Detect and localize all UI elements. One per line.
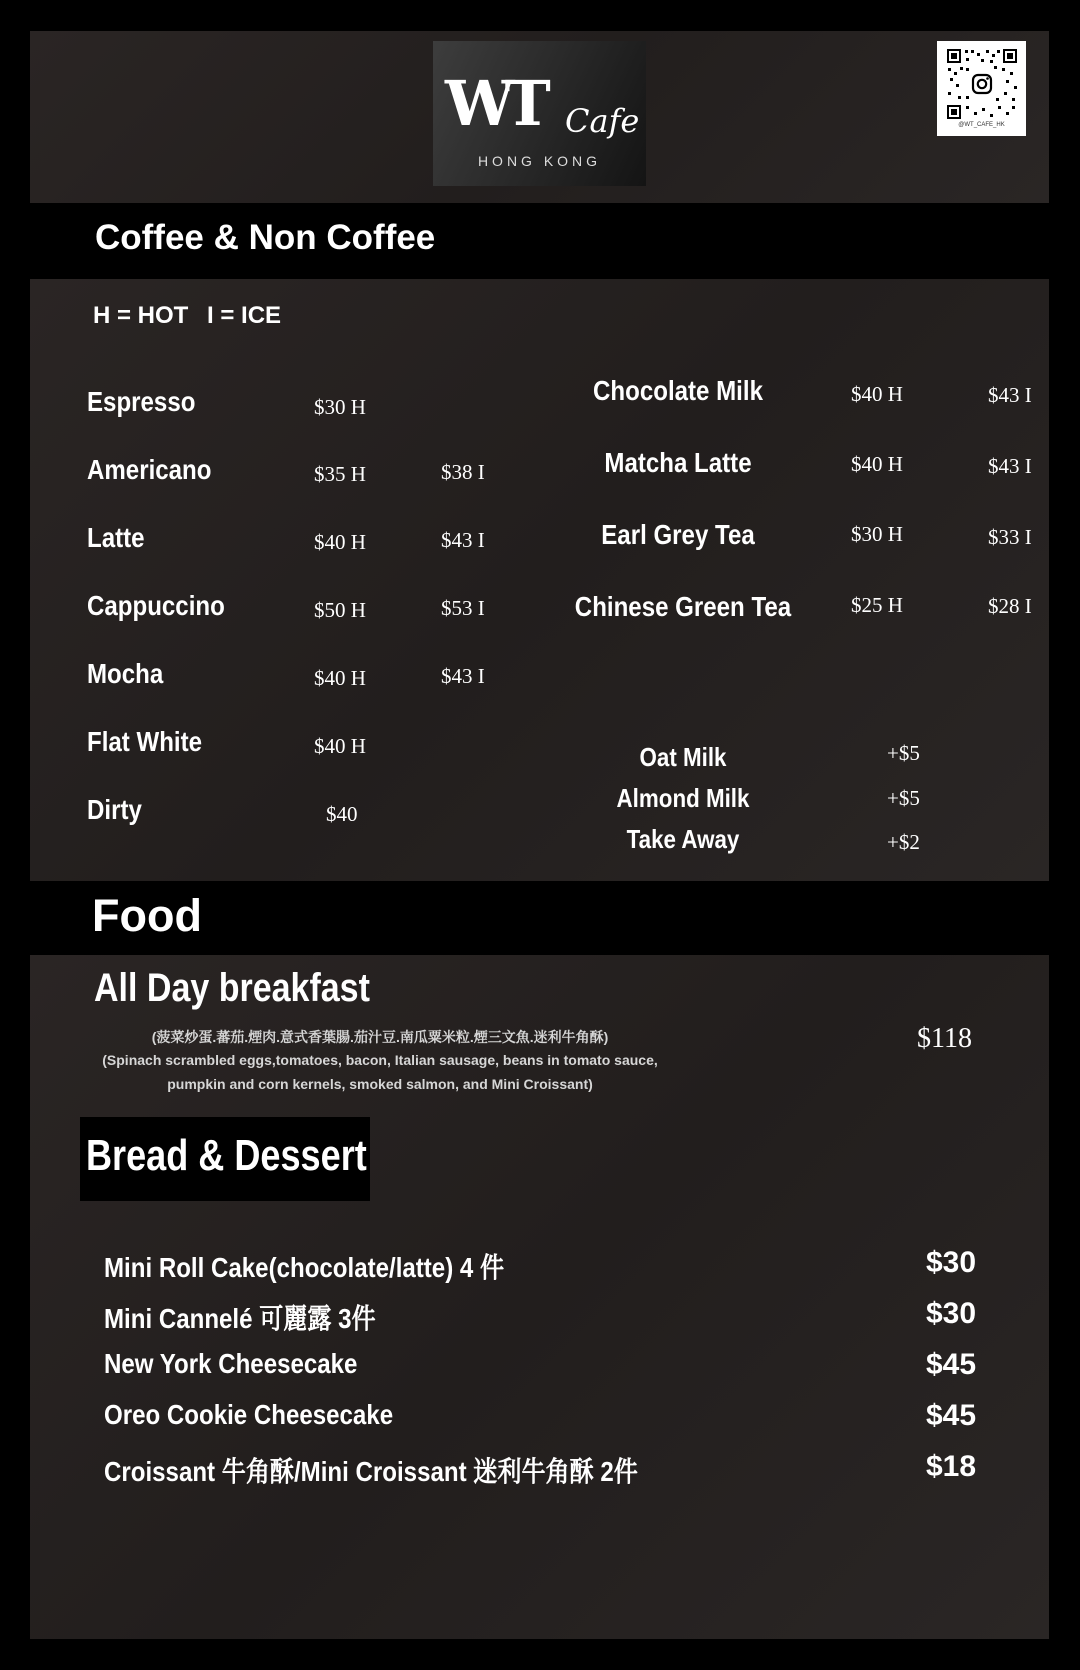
- dessert-name: New York Cheesecake: [104, 1348, 358, 1379]
- drink-name: Cappuccino: [87, 590, 225, 621]
- drink-name: Matcha Latte: [604, 447, 752, 478]
- qr-code-icon: [946, 48, 1018, 120]
- logo-location-text: HONG KONG: [477, 153, 602, 169]
- drink-ice-price: $43 I: [441, 664, 485, 688]
- bread-dessert-title: Bread & Dessert: [86, 1131, 367, 1180]
- drink-hot-price: $30 H: [851, 522, 903, 546]
- breakfast-description-en-1: (Spinach scrambled eggs,tomatoes, bacon, Italian sausage, beans in tomato sauce,: [102, 1052, 658, 1068]
- drink-ice-price: $33 I: [988, 525, 1032, 549]
- drink-name: Chocolate Milk: [593, 375, 763, 406]
- drink-name: Latte: [87, 522, 145, 553]
- drink-hot-price: $40 H: [314, 734, 366, 758]
- brand-logo: [433, 41, 646, 186]
- drink-hot-price: $50 H: [314, 598, 366, 622]
- addon-price: +$2: [887, 830, 920, 854]
- drink-hot-price: $25 H: [851, 593, 903, 617]
- dessert-price: $45: [926, 1399, 977, 1432]
- drink-hot-price: $40 H: [314, 530, 366, 554]
- breakfast-description-zh: (菠菜炒蛋.蕃茄.煙肉.意式香葉腸.茄汁豆.南瓜粟米粒.煙三文魚.迷利牛角酥): [151, 1029, 609, 1045]
- addon-name: Almond Milk: [616, 783, 750, 813]
- drink-name: Mocha: [87, 658, 164, 689]
- drink-hot-price: $40 H: [314, 666, 366, 690]
- instagram-handle: @WT_CAFE_HK: [958, 122, 1005, 128]
- breakfast-price: $118: [917, 1023, 972, 1054]
- breakfast-description-en-2: pumpkin and corn kernels, smoked salmon, and Mini Croissant): [167, 1076, 593, 1092]
- drink-name: Dirty: [87, 794, 142, 825]
- dessert-price: $30: [926, 1297, 977, 1330]
- dessert-price: $45: [926, 1348, 977, 1381]
- dessert-name: Croissant 牛角酥/Mini Croissant 迷利牛角酥 2件: [104, 1456, 638, 1487]
- drink-name: Earl Grey Tea: [601, 519, 755, 550]
- breakfast-title: All Day breakfast: [94, 966, 370, 1010]
- dessert-price: $30: [926, 1246, 977, 1279]
- drink-ice-price: $53 I: [441, 596, 485, 620]
- drink-name: Americano: [87, 454, 212, 485]
- instagram-qr-code[interactable]: [937, 41, 1026, 136]
- addon-name: Oat Milk: [639, 742, 727, 772]
- dessert-name: Mini Roll Cake(chocolate/latte) 4 件: [104, 1252, 505, 1283]
- food-section-title: Food: [92, 890, 202, 941]
- drink-ice-price: $43 I: [441, 528, 485, 552]
- dessert-price: $18: [926, 1450, 977, 1483]
- coffee-section-title: Coffee & Non Coffee: [95, 218, 436, 257]
- drink-ice-price: $38 I: [441, 460, 485, 484]
- drink-hot-price: $35 H: [314, 462, 366, 486]
- drink-name: Flat White: [87, 726, 203, 757]
- addon-price: +$5: [887, 741, 920, 765]
- drink-ice-price: $43 I: [988, 454, 1032, 478]
- bread-dessert-heading: [80, 1117, 370, 1201]
- drink-name: Espresso: [87, 386, 196, 417]
- drink-ice-price: $28 I: [988, 594, 1032, 618]
- drink-hot-price: $40 H: [851, 382, 903, 406]
- logo-wt-text: WT: [445, 67, 541, 140]
- drink-hot-price: $30 H: [314, 395, 366, 419]
- addon-price: +$5: [887, 786, 920, 810]
- addon-name: Take Away: [626, 824, 740, 854]
- drink-hot-price: $40 H: [851, 452, 903, 476]
- logo-cafe-text: Cafe: [565, 102, 640, 140]
- legend-ice: I = ICE: [207, 302, 282, 329]
- drink-hot-price: $40: [326, 802, 358, 826]
- dessert-name: Mini Cannelé 可麗露 3件: [104, 1303, 376, 1334]
- dessert-name: Oreo Cookie Cheesecake: [104, 1399, 394, 1430]
- drink-ice-price: $43 I: [988, 383, 1032, 407]
- drink-name: Chinese Green Tea: [574, 591, 792, 622]
- legend-hot: H = HOT: [93, 302, 189, 329]
